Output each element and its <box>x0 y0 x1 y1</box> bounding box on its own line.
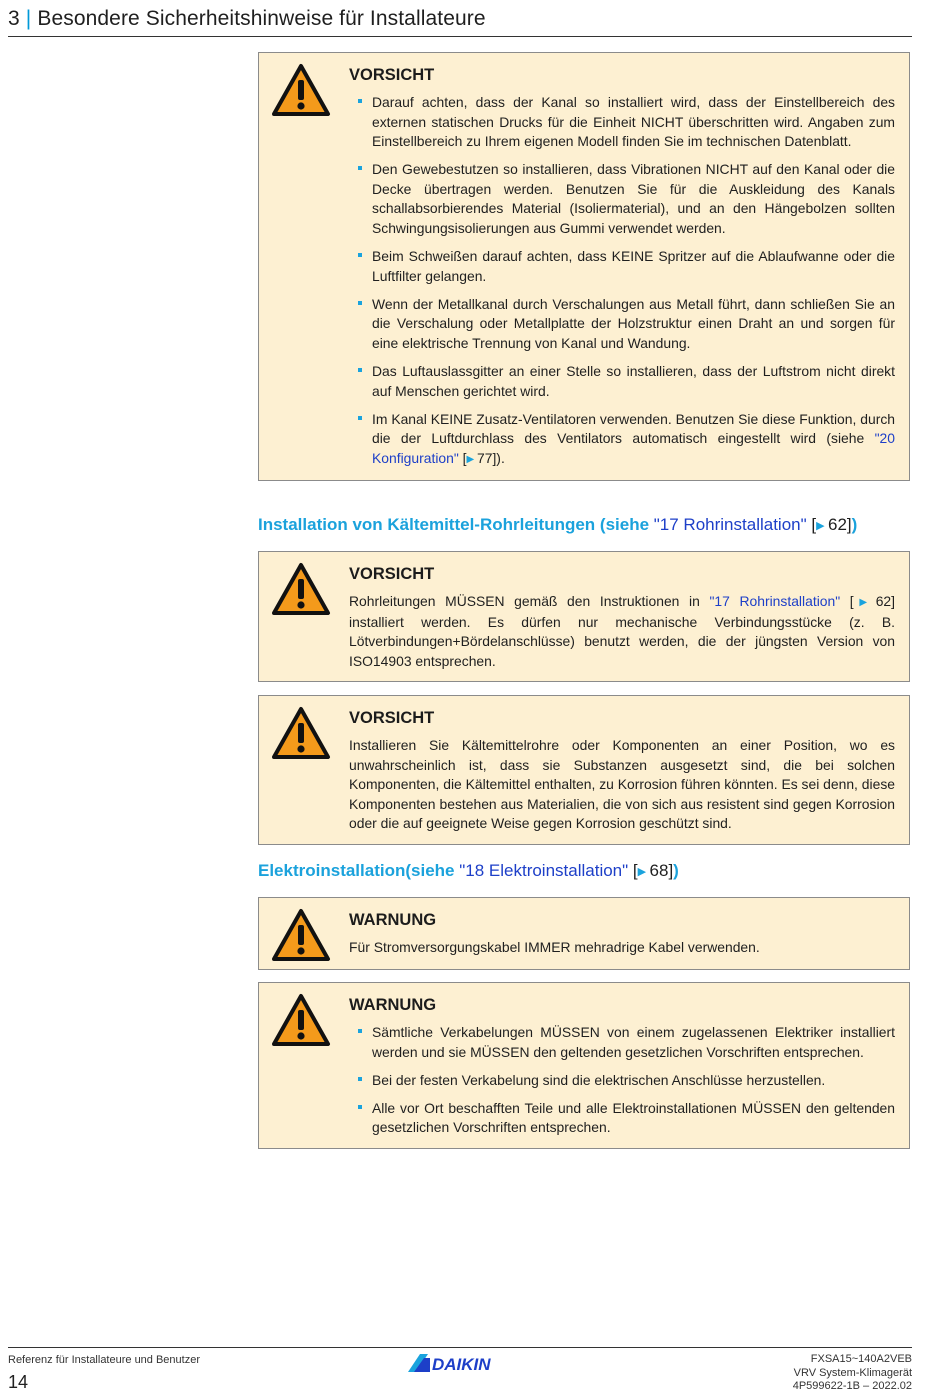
warning-list <box>349 1023 895 1138</box>
footer-model: FXSA15~140A2VEB <box>810 1353 912 1365</box>
list-item-text: Im Kanal KEINE Zusatz-Ventilatoren verwenden. Benutzen Sie diese Funktion, durch die der Luftdurchlass des Ventilators automatisch eingestellt wird (siehe <box>372 410 895 447</box>
warning-title: WARNUNG <box>349 911 437 929</box>
bullet-icon <box>358 1077 362 1081</box>
warning-triangle-icon <box>271 706 331 760</box>
list-item <box>349 1071 895 1091</box>
page-ref-arrow-icon: ▶ <box>637 866 647 878</box>
daikin-logo <box>408 1352 512 1374</box>
warning-title: WARNUNG <box>349 996 437 1014</box>
chapter-number: 3 <box>8 7 20 30</box>
text-part: Rohrleitungen MÜSSEN gemäß den Instruktionen in <box>349 593 710 609</box>
list-item-text: Beim Schweißen darauf achten, dass KEINE Spritzer auf die Ablaufwanne oder die Luftfilter gelangen. <box>372 248 895 284</box>
logo-text: DAIKIN <box>432 1355 491 1374</box>
link-20-konfiguration[interactable]: "20 Konfiguration" <box>372 430 895 466</box>
text-part: ] installiert werden. Es dürfen nur mechanische Verbindungsstücke (z. B. Lötverbindungen+Bördelanschlüsse) benutzt werden, die der jüngsten Version von ISO14903 entsprechen. <box>349 593 895 669</box>
bullet-icon <box>358 1105 362 1109</box>
list-item-text: Bei der festen Verkabelung sind die elektrischen Anschlüsse herzustellen. <box>372 1071 826 1088</box>
caution-box-corrosion <box>258 695 910 845</box>
list-item-text: Darauf achten, dass der Kanal so installiert wird, dass der Einstellbereich des externen statischen Drucks für die Einheit NICHT überschritten wird. Angaben zum Einstellbereich zu Ihrem eigenen Modell finden Sie im technischen Datenblatt. <box>372 94 895 150</box>
list-item <box>349 295 895 354</box>
footer-document-title: Referenz für Installateure und Benutzer <box>8 1354 201 1366</box>
page-ref-arrow-icon: ▶ <box>466 454 475 465</box>
list-item-text: Alle vor Ort beschafften Teile und alle Elektroinstallationen MÜSSEN den geltenden gesetzlichen Vorschriften entsprechen. <box>372 1099 895 1136</box>
caution-list <box>349 93 895 470</box>
heading-text: Installation von Kältemittel-Rohrleitungen (siehe <box>258 515 654 534</box>
page-ref: 68 <box>649 861 669 880</box>
list-item <box>349 247 895 286</box>
list-item-text: Sämtliche Verkabelungen MÜSSEN von einem zugelassenen Elektriker installiert werden und sie MÜSSEN den geltenden gesetzlichen Vorschriften entsprechen. <box>372 1024 895 1060</box>
section-heading-refrigerant: Installation von Kältemittel-Rohrleitungen (siehe "17 Rohrinstallation" [▶ 62]) <box>258 515 858 534</box>
page-ref: 62 <box>828 515 847 534</box>
caution-text: Rohrleitungen MÜSSEN gemäß den Instruktionen in "17 Rohrinstallation" [▶ 62] installiert werden. Es dürfen nur mechanische Verbindungsstücke (z. B. Lötverbindungen+Bördelanschlüsse) benutzt werden, die der jüngsten Version von ISO14903 entsprechen. <box>349 593 895 669</box>
caution-title: VORSICHT <box>349 565 435 583</box>
footer-doc-number: 4P599622-1B – 2022.02 <box>792 1380 912 1392</box>
warning-text: Für Stromversorgungskabel IMMER mehradrige Kabel verwenden. <box>349 939 760 955</box>
list-item-text: Das Luftauslassgitter an einer Stelle so installieren, dass der Luftstrom nicht direkt auf Menschen gerichtet wird. <box>372 363 895 399</box>
list-item-end: ]). <box>492 450 505 466</box>
section-heading-electrical: Elektroinstallation(siehe "18 Elektroinstallation" [▶ 68]) <box>258 861 679 880</box>
heading-text: Elektroinstallation(siehe <box>258 861 460 880</box>
list-item <box>349 1099 895 1138</box>
link-17-rohrinstallation[interactable]: "17 Rohrinstallation" <box>653 515 807 534</box>
warning-triangle-icon <box>271 993 331 1047</box>
caution-title: VORSICHT <box>349 66 435 84</box>
heading-close: ) <box>851 515 858 534</box>
bullet-icon <box>358 1029 362 1033</box>
warning-triangle-icon <box>271 63 331 117</box>
page-ref-arrow-icon: ▶ <box>816 520 825 532</box>
list-item <box>349 362 895 401</box>
list-item <box>349 93 895 152</box>
page-ref-arrow-icon: ▶ <box>853 597 873 608</box>
bullet-icon <box>358 253 362 257</box>
page-number: 14 <box>8 1372 29 1392</box>
footer-product: VRV System-Klimagerät <box>793 1366 912 1379</box>
header-separator: | <box>25 7 32 30</box>
caution-title: VORSICHT <box>349 709 435 727</box>
link-17-rohrinstallation[interactable]: "17 Rohrinstallation" <box>709 593 841 609</box>
footer-model-info <box>793 1353 912 1394</box>
page-ref: 62 <box>875 593 892 609</box>
warning-triangle-icon <box>271 562 331 616</box>
footer-divider <box>8 1347 912 1348</box>
caution-text: Installieren Sie Kältemittelrohre oder Komponenten an einer Position, wo es unwahrscheinlich ist, dass sie Substanzen ausgesetzt sind, die bei solchen Komponenten, die Kältemittel enthalten, zu Korrosion führen könnten. Es sei denn, diese Komponenten bestehen aus Materialien, die von sich aus resistent sind gegen Korrosion oder die auf geeignete Weise gegen Korrosion geschützt sind. <box>349 737 895 832</box>
bullet-icon <box>358 99 362 103</box>
chapter-title: Besondere Sicherheitshinweise für Installateure <box>37 7 486 30</box>
caution-box-duct <box>258 52 910 481</box>
page-ref: 77 <box>477 450 493 466</box>
bullet-icon <box>358 166 362 170</box>
list-item <box>349 160 895 238</box>
list-item <box>349 1023 895 1062</box>
list-item-text: Wenn der Metallkanal durch Verschalungen aus Metall führt, dann schließen Sie an die Verschalung oder Metallplatte der Holzstruktur einen Draht an und sorgen für eine elektrische Trennung von Kanal und Wandung. <box>372 295 895 352</box>
list-item-text: Den Gewebestutzen so installieren, dass Vibrationen NICHT auf den Kanal oder die Decke übertragen werden. Benutzen Sie für die Auskleidung des Kanals schallabsorbierendes Material (Isoliermaterial), und an den Hängebolzen sollten Schwingungsisolierungen aus Gummi verwendet werden. <box>372 161 895 237</box>
heading-close: ) <box>673 861 679 880</box>
warning-box-cable <box>258 897 910 970</box>
bullet-icon <box>358 416 362 420</box>
page-header <box>8 6 912 37</box>
bullet-icon <box>358 368 362 372</box>
bullet-icon <box>358 301 362 305</box>
list-item: Im Kanal KEINE Zusatz-Ventilatoren verwenden. Benutzen Sie diese Funktion, durch die der Luftdurchlass des Ventilators automatisch eingestellt wird (siehe "20 Konfiguration" [▶ 77]). <box>349 410 895 470</box>
warning-box-wiring <box>258 982 910 1149</box>
caution-box-piping <box>258 551 910 682</box>
warning-triangle-icon <box>271 908 331 962</box>
link-18-elektroinstallation[interactable]: "18 Elektroinstallation" <box>459 861 629 880</box>
